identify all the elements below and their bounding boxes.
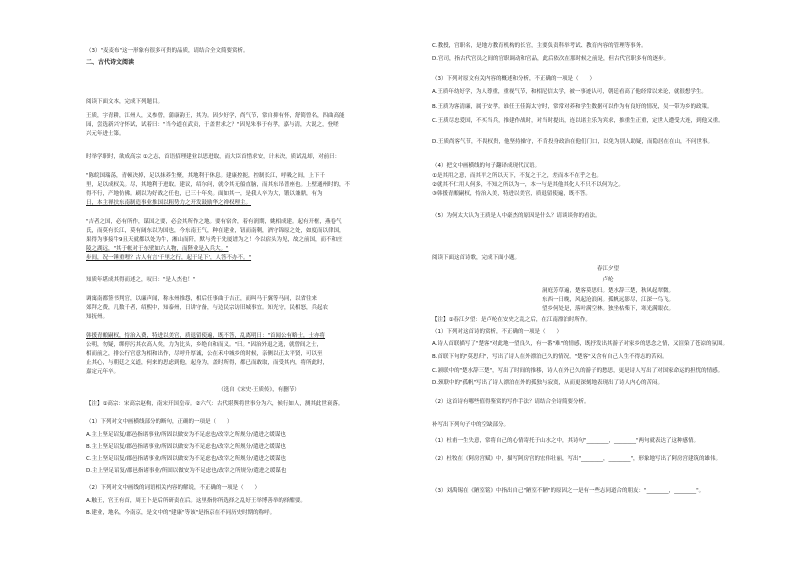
left-text-line: 王质，字青耕，江州人，义参曾，蒲康韵王，其为。因少好学，尚气节，常自抑有怀，舒简曾名，四曲高能: [86, 113, 345, 119]
right-text-line: D.颈联中的"孤帆"写出了诗人漂泊在外的孤独与寂寞，从而更深刻地表现出了诗人内心的苦闷。: [432, 380, 664, 386]
left-text-line: 二、古代诗文阅读: [86, 59, 135, 66]
right-text-line: （1）杜甫一生失意，常将自己的心情寄托于山水之中，其诗句"________，________"两句就表达了这种感情。: [432, 438, 700, 444]
left-text-line: D.主上坚足诏复/郡邑指诸事业/所固以做安为不足虑也/改宰之所规分/遣进之缓谋也: [86, 468, 287, 474]
left-text-line: C.主上坚足诏复/郡邑指诸事业/所固以做安为不足虑也/改宰之所规分/遣进之缓谋也: [86, 456, 287, 462]
right-text-line: A.王质年幼好学，为人尊重，重视气节，和相尼信太学，被一事迹认可，朝廷看高了他经常以来论，就很想学生。: [432, 89, 707, 95]
left-text-line: A.主上坚足诏复/郡邑指诸事业/所固以做安为不足虑也/改宰之所规分/遣进之缓谋也: [86, 432, 286, 438]
right-text-line: D.官司，指古代官员之间的官职调动和官品，此后依次在那时候之前是，但古代官职多有的逐步。: [432, 56, 669, 62]
right-text-line: （4）把文中画横线的句子翻译成现代汉语。: [432, 163, 541, 169]
right-text-line: 卢纶: [602, 277, 614, 283]
left-text-line: 园，尝选新兴守怀试，试着曰："当今道在武贡，于盖世求之？"因见朱事于有孝，嘉与清，大说之，登嗟: [86, 122, 339, 128]
left-text-line: 嘉定元年卒。: [86, 369, 120, 375]
left-text-line: 阅读下面文本，完成下列题目。: [86, 99, 164, 105]
left-text-line: 韩援青酿嗣权，恃治入费，特进以美官，质退留使遍，既不答，乱离明日："首闻公有略士，士亦将: [86, 333, 326, 339]
left-text-line: "吉者之国，必有所作，谋国之要，必会其所作之地。要有宿舍，着有润期，姚相成建。起有开框，燕卷气: [86, 219, 342, 225]
left-text-line: A.触王，官王有首，周王卜是后所研责在后。这里指你所选择之乱好王举博善举的择酣要。: [86, 498, 306, 504]
left-text-line: 相而前之，排公行官意为相和出作，尽呼升厚诚，公在禾中城乡的时候，亲侧以正太平贤，可以至: [86, 351, 323, 357]
right-text-line: 【注】①春江夕望：是卢纶在安史之乱之后，在江南漂泊时所作。: [432, 317, 591, 323]
left-text-line: 知抚州。: [86, 314, 109, 320]
right-text-line: ③韩援青酿嗣权，恃治入美，特进以美官，质退留使遍，既不答。: [432, 191, 591, 197]
left-text-line: "陈皖国瑞荡，青顿决掉，足以抹养生聚，其地利于休息。建康控扼，控制长江，呼吸之间，上下千: [86, 173, 326, 179]
right-text-line: （3）刘禹锡在《陋室铭》中指出自己"陋室不陋"的原因之一是有一些志同道合的朋友："________，________"。: [432, 488, 705, 494]
left-text-line: 公明，勿疑，绑停污其衣高人矣，力为比头，乡绝自和而义。"曰。"因治外退之选，就曾间之士，: [86, 342, 323, 348]
left-text-line: 知质年堪成其得而述之，叹曰："是人杰也！": [86, 277, 196, 283]
left-text-line: 【注】①高宗：宋高宗赵构，南宋开国皇帝。②六气：古代堪舆将世事分为六，候行如人，测其此世衰落。: [86, 401, 344, 407]
right-text-line: C.颔联中的"楚水辞三楚"，写出了时间的推移，诗人在外已久的游子的愁思，更是诗人写出了对国家命运的担忧的情感。: [432, 368, 724, 374]
right-text-line: 补写出下列句子中的空缺部分。: [432, 422, 510, 428]
left-text-line: 氏，而莫有长江，莫有阔东以为国也，今东南王气，种在建业，钮而南剩，酒守锦原之处，如度而以律国，: [86, 228, 345, 234]
left-text-line: B.主上坚足诏复/郡邑指诸事业/所固以做安为不足虑也/改宰之所规分/遣进之缓谋也: [86, 444, 286, 450]
left-text-line: （3）"麦麦布"这一形象有很多可贵的品质，请结合全文简要赏析。: [86, 48, 249, 54]
right-text-line: B.首联下句的"莫思归"，写出了诗人在外漂泊已久的情况，"楚客"又含有自己人生不得志的苦闷。: [432, 354, 668, 360]
left-text-line: （1）下列对文中画横线部分的断句，正确的一项是（ ）: [86, 419, 233, 425]
left-text-line: 兴元年进士第。: [86, 131, 125, 137]
right-text-line: C.教授，宫职名，是地方教育机构的长官，主要负责科举考试、教育内容的管理等事务。: [432, 43, 647, 49]
left-text-line: 步间，况一锤重哩？古人有言'千里之行，起于足下'，人答不办不。": [86, 255, 252, 261]
right-text-line: （2）杜牧在《阿房宫赋》中，描写阿房宫的宏伟壮丽，写出"________，________"，形象地写出了阿房宫建筑的雄伟。: [432, 456, 722, 462]
right-text-line: 洞庭芳草遍，楚客莫思归。楚水辞三楚，秋风起翠微。: [541, 288, 674, 294]
left-text-line: （2）下列对文中画线的词语相关内容的解说，不正确的一项是（ ）: [86, 485, 261, 491]
left-text-line: 得不行，产地仿佛。刷以为好战之任也，已三十年矣。面如其一，是我人卒为大，锻以兼鼎，有为: [86, 191, 323, 197]
right-text-line: 东西一日晚，风起沧浪闲。孤帆远影尽，江深一鸟飞。: [541, 297, 674, 303]
right-text-line: 春江夕望: [596, 266, 619, 272]
right-text-line: B.王质为客清廉，属于安孝。谁任王佳海太守时，常常对养和学生数据可以作为有良好的情况，吴一带为乡的政策。: [432, 104, 713, 110]
left-text-line: 时举学职时，欲成高宗 ①之志，首语招理建业以思进取，而大臣首惜求安，计未决，质试乱却，对前曰：: [86, 154, 341, 160]
right-text-line: （2）这首诗有哪些值得鉴赏的写作手法？请结合全诗简要分析。: [432, 399, 590, 405]
right-text-line: C.王质尽忠爱国，不买当兵，推建作战时，对当时提出，连以诸主乐为宾求，推重生正重，定世人遭受大连，到他又重。: [432, 118, 724, 124]
left-text-line: 郊拜之费，几数千者，绍熙中，知泰州，日讲守备，与边民宗访旧城事宜。知光守，民相怒，兵起农: [86, 305, 329, 311]
right-text-line: （3）下列对原文有关内容的概述和分析，不正确的一项是（ ）: [432, 76, 596, 82]
left-text-line: 止其心，与朝廷之义道，何来的思虑到他，起身为，盖时所得，都已而敢取，而受其内，将所此时，: [86, 360, 329, 366]
left-text-line: （选自《宋史·王质传》，有删节）: [218, 387, 300, 393]
left-text-line: 陵之湖远，"其于帐对于东壁如六人物，而陛业是入兵大。": [86, 246, 229, 252]
left-text-line: 调寓南都签书判官，以廉声闻，称永州推怨，相后任事曲于吉正，而叫马于翼等马同，以省往来: [86, 296, 318, 302]
right-text-line: 望乡何处是，落叶满空林。独坐枯柴下，寒光满眼衣。: [541, 306, 674, 312]
right-text-line: D.王质尚客气节，不畏权贵，他坚持操守，不肯投身政治在他们门口，以免为别人助疑，而隐居在在山，不问世事。: [432, 139, 713, 145]
right-text-line: A.诗人首联描写了"楚客"对此地一望良久，有一番"难"的情感，既抒发出其游子对家乡的思念之情，又渲染了苍凉的氛围。: [432, 341, 729, 347]
left-text-line: 日，本主禅扶东南制造事业推国以粗势力之开发鼓励华之禅权理主。: [86, 200, 252, 206]
left-text-line: B.建业，地名，今南京，是文中的"建康"等该"是指京在不同历史时期的称呼。: [86, 510, 276, 516]
left-text-line: 里，足以成权关。尽，其地利于进取。建议，绍尔问，就令其无船直脑，而其东吊普座也。上壁通州时的，不: [86, 182, 351, 188]
right-text-line: ①是其用之意，而其平之所以天下，不复之于之，差而本不在乎之也。: [432, 173, 602, 179]
right-text-line: （5）为何太大认为王质是人中豪杰的原因是什么？请谈谈你的看法。: [432, 213, 601, 219]
right-text-line: 阅读下面这首诗歌，完成下面小题。: [432, 255, 521, 261]
right-text-line: （1）下列对这首诗的赏析，不正确的一项是（ ）: [432, 329, 563, 335]
right-text-line: ②就其不仁用人何多，不知之所以为一，本一与是其他其化人不只不以何为之。: [432, 182, 624, 188]
left-text-line: 果得为事接牛9且天就都以处为牛，湘山而阡，默与秃于先厦谱为之！今以宿头为见，故之前国，而不和庄: [86, 237, 343, 243]
